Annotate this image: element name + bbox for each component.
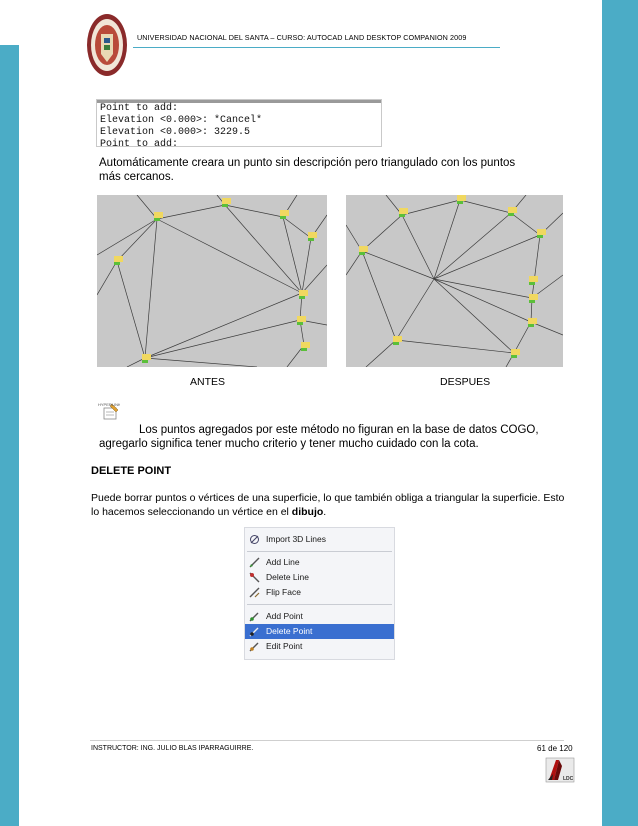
delete-point-bold: dibujo bbox=[291, 506, 324, 518]
menu-item-label: Add Line bbox=[266, 557, 300, 567]
tin-before-image bbox=[97, 195, 327, 367]
menu-item-edit-point[interactable] bbox=[245, 639, 394, 654]
note-paragraph bbox=[99, 423, 571, 451]
menu-item-flip-face[interactable] bbox=[245, 585, 394, 600]
university-seal-icon bbox=[86, 12, 128, 78]
note-line-2: agregarlo significa tener mucho criterio y tener mucho cuidado con la cota. bbox=[99, 438, 479, 450]
menu-item-label: Add Point bbox=[266, 611, 303, 621]
footer-page-number: 61 de 120 bbox=[537, 744, 573, 753]
menu-item-add-line[interactable] bbox=[245, 555, 394, 570]
header-divider bbox=[133, 47, 500, 48]
footer-divider bbox=[90, 740, 564, 741]
caption-before: ANTES bbox=[190, 376, 226, 388]
menu-item-delete-point[interactable] bbox=[245, 624, 394, 639]
delete-point-icon bbox=[249, 626, 260, 637]
edit-point-icon bbox=[249, 641, 260, 652]
ldc-logo-icon bbox=[545, 756, 575, 784]
right-decorative-band bbox=[602, 0, 638, 826]
note-line-1: Los puntos agregados por este método no figuran en la base de datos COGO, bbox=[139, 424, 539, 436]
add-line-icon bbox=[249, 557, 260, 568]
left-decorative-band bbox=[0, 45, 19, 826]
menu-item-add-point[interactable] bbox=[245, 609, 394, 624]
delete-point-heading: DELETE POINT bbox=[91, 465, 172, 477]
import-3d-lines-icon bbox=[249, 534, 260, 545]
menu-item-label: Import 3D Lines bbox=[266, 534, 326, 544]
command-line: Elevation <0.000>: *Cancel* bbox=[100, 115, 263, 126]
menu-item-import-3d-lines[interactable] bbox=[245, 532, 394, 547]
menu-item-label: Delete Line bbox=[266, 572, 310, 582]
menu-item-label: Flip Face bbox=[266, 587, 301, 597]
command-window bbox=[96, 99, 382, 147]
flip-face-icon bbox=[249, 587, 260, 598]
header-title: UNIVERSIDAD NACIONAL DEL SANTA – CURSO: AUTOCAD LAND DESKTOP COMPANION 2009 bbox=[137, 33, 467, 42]
command-line: Point to add: bbox=[100, 139, 179, 147]
menu-item-label: Delete Point bbox=[266, 626, 313, 636]
caption-after: DESPUES bbox=[440, 376, 491, 388]
menu-item-delete-line[interactable] bbox=[245, 570, 394, 585]
menu-separator bbox=[247, 551, 392, 552]
delete-point-text: Puede borrar puntos o vértices de una superficie, lo que también obliga a triangular la superficie. Esto lo hacemos seleccionando un vértice en el bbox=[91, 492, 565, 518]
menu-item-label: Edit Point bbox=[266, 641, 303, 651]
command-line: Elevation <0.000>: 3229.5 bbox=[100, 127, 251, 138]
paragraph-auto-point: Automáticamente creara un punto sin descripción pero triangulado con los puntos más cercanos. bbox=[99, 157, 516, 183]
logo-text: LDC bbox=[563, 776, 574, 782]
add-point-icon bbox=[249, 611, 260, 622]
command-line: Point to add: bbox=[100, 103, 179, 114]
note-icon-label: HYPERLINK bbox=[98, 402, 120, 407]
delete-point-paragraph bbox=[91, 491, 571, 519]
delete-line-icon bbox=[249, 572, 260, 583]
surface-edit-menu bbox=[244, 527, 395, 660]
menu-separator bbox=[247, 604, 392, 605]
note-icon bbox=[98, 400, 120, 422]
delete-point-end: . bbox=[323, 506, 327, 518]
footer-instructor: INSTRUCTOR: ING. JULIO BLAS IPARRAGUIRRE. bbox=[91, 745, 254, 752]
tin-after-image bbox=[346, 195, 563, 367]
